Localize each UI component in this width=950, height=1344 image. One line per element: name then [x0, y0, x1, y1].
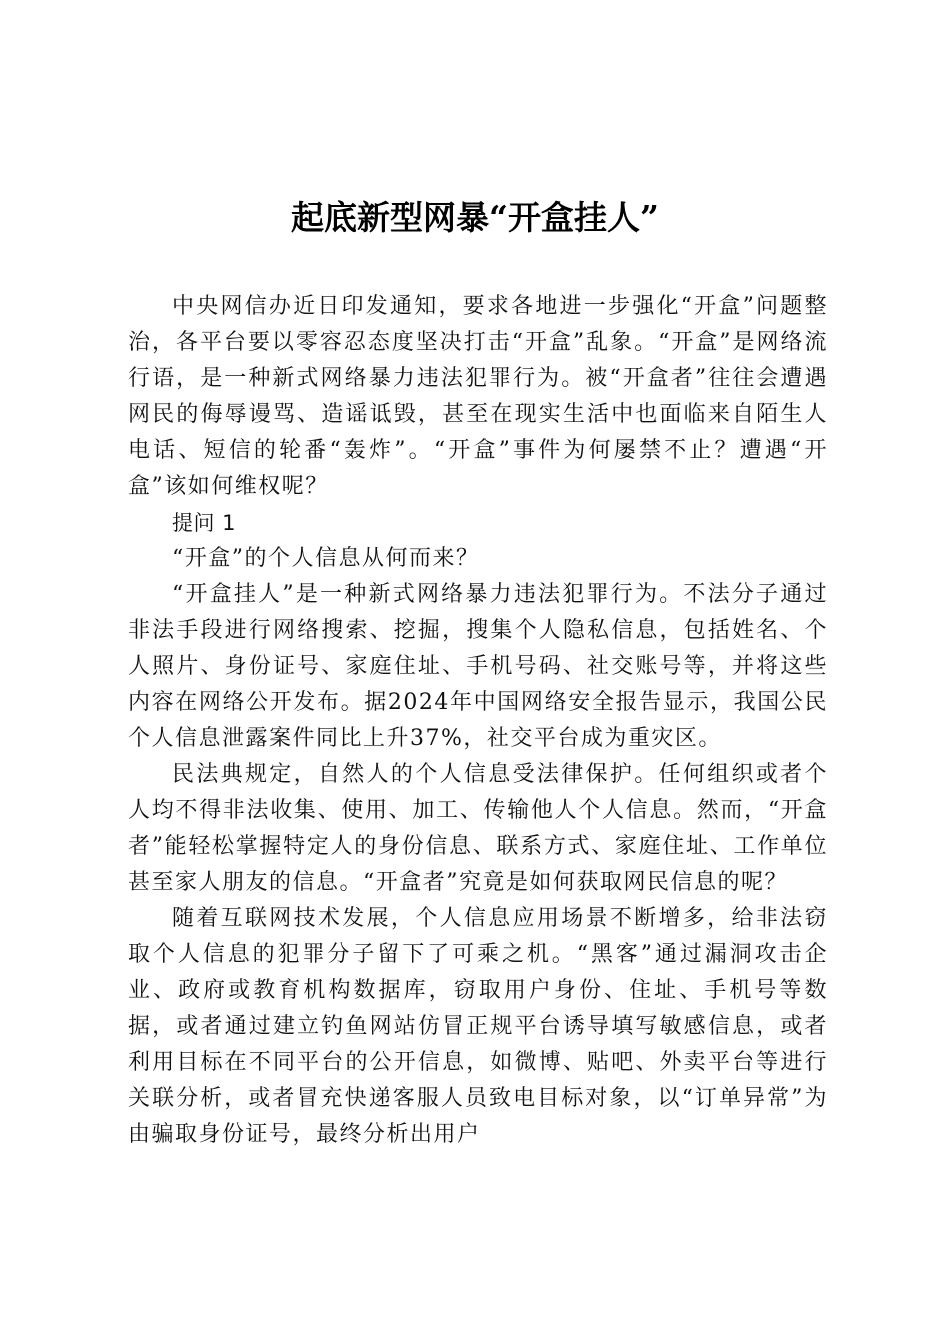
paragraph-definition: “开盒挂人”是一种新式网络暴力违法犯罪行为。不法分子通过非法手段进行网络搜索、挖掘，搜集个人隐私信息，包括姓名、个人照片、身份证号、家庭住址、手机号码、社交账号等，并将这些内容在网络公开发布。据2024年中国网络安全报告显示，我国公民个人信息泄露案件同比上升37%，社交平台成为重灾区。 — [128, 582, 828, 751]
paragraph-intro: 中央网信办近日印发通知，要求各地进一步强化“开盒”问题整治，各平台要以零容忍态度坚决打击“开盒”乱象。“开盒”是网络流行语，是一种新式网络暴力违法犯罪行为。被“开盒者”往往会遭遇网民的侮辱谩骂、造谣诋毁，甚至在现实生活中也面临来自陌生人电话、短信的轮番“轰炸”。“开盒”事件为何屡禁不止？遭遇“开盒”该如何维权呢？ — [128, 294, 828, 499]
document-body — [128, 289, 828, 1153]
section-heading: 提问 1 — [172, 511, 237, 535]
paragraph-methods: 随着互联网技术发展，个人信息应用场景不断增多，给非法窃取个人信息的犯罪分子留下了可乘之机。“黑客”通过漏洞攻击企业、政府或教育机构数据库，窃取用户身份、住址、手机号等数据，或者通过建立钓鱼网站仿冒正规平台诱导填写敏感信息，或者利用目标在不同平台的公开信息，如微博、贴吧、外卖平台等进行关联分析，或者冒充快递客服人员致电目标对象，以“订单异常”为由骗取身份证号，最终分析出用户 — [128, 906, 828, 1147]
document-title: 起底新型网暴“开盒挂人” — [291, 198, 659, 237]
paragraph-civil-code: 民法典规定，自然人的个人信息受法律保护。任何组织或者个人均不得非法收集、使用、加工、传输他人个人信息。然而，“开盒者”能轻松掌握特定人的身份信息、联系方式、家庭住址、工作单位甚至家人朋友的信息。“开盒者”究竟是如何获取网民信息的呢？ — [128, 762, 828, 895]
section-question: “开盒”的个人信息从何而来？ — [172, 546, 480, 571]
